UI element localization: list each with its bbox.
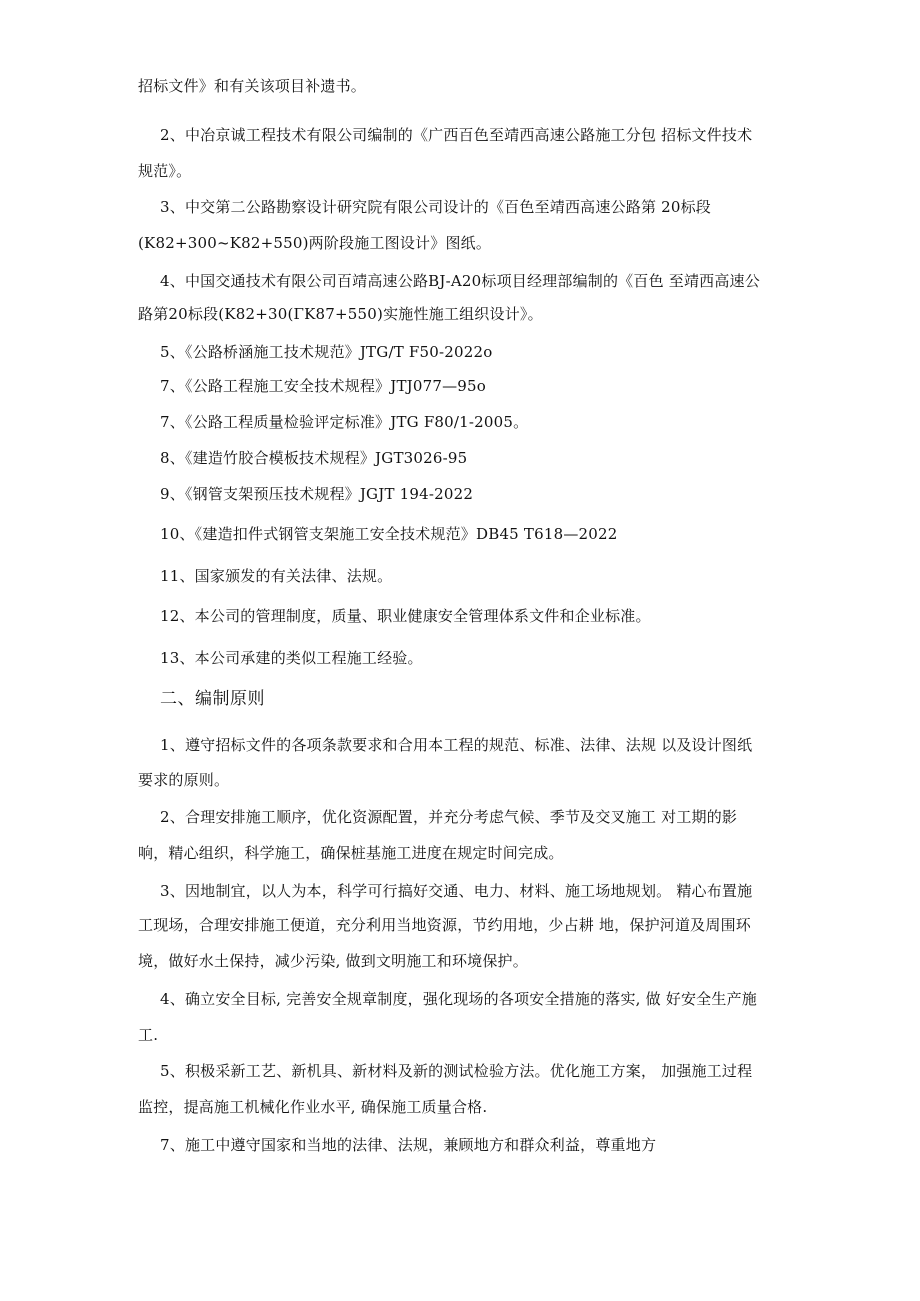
text-line: 境，做好水土保持，减少污染, 做到文明施工和环境保护。 xyxy=(138,952,528,970)
text-line: 7、施工中遵守国家和当地的法律、法规，兼顾地方和群众利益，尊重地方 xyxy=(160,1136,657,1154)
text-line: 4、确立安全目标, 完善安全规章制度，强化现场的各项安全措施的落实, 做 好安全生产施 xyxy=(160,990,757,1008)
text-line: 3、中交第二公路勘察设计研究院有限公司设计的《百色至靖西高速公路第 20标段 xyxy=(160,198,712,216)
text-line: 5、积极采新工艺、新机具、新材料及新的测试检验方法。优化施工方案， 加强施工过程 xyxy=(160,1062,753,1080)
text-line: 10、《建造扣件式钢管支架施工安全技术规范》DB45 T618—2022 xyxy=(160,525,618,543)
text-line: 招标文件》和有关该项目补遗书。 xyxy=(138,77,367,95)
text-line: 7、《公路工程质量检验评定标准》JTG F80/1-2005。 xyxy=(160,413,529,431)
section-heading: 二、编制原则 xyxy=(160,689,265,709)
text-line: 12、本公司的管理制度，质量、职业健康安全管理体系文件和企业标准。 xyxy=(160,607,651,625)
text-line: 3、因地制宜，以人为本，科学可行搞好交通、电力、材料、施工场地规划。 精心布置施 xyxy=(160,882,753,900)
text-line: 路第20标段(K82+30(ΓK87+550)实施性施工组织设计》。 xyxy=(138,305,543,323)
text-line: 2、合理安排施工顺序，优化资源配置，并充分考虑气候、季节及交叉施工 对工期的影 xyxy=(160,808,738,826)
text-line: 7、《公路工程施工安全技术规程》JTJ077—95o xyxy=(160,377,487,395)
text-line: 要求的原则。 xyxy=(138,771,230,789)
text-line: 13、本公司承建的类似工程施工经验。 xyxy=(160,649,423,667)
text-line: 规范》。 xyxy=(138,162,192,180)
text-line: 11、国家颁发的有关法律、法规。 xyxy=(160,567,393,585)
text-line: 9、《钢管支架预压技术规程》JGJT 194-2022 xyxy=(160,485,474,503)
text-line: 监控，提高施工机械化作业水平, 确保施工质量合格. xyxy=(138,1098,488,1116)
text-line: 工现场，合理安排施工便道，充分利用当地资源，节约用地，少占耕 地，保护河道及周围环 xyxy=(138,916,751,934)
text-line: 4、中国交通技术有限公司百靖高速公路BJ-A20标项目经理部编制的《百色 至靖西高速公 xyxy=(160,272,760,290)
text-line: 1、遵守招标文件的各项条款要求和合用本工程的规范、标准、法律、法规 以及设计图纸 xyxy=(160,736,753,754)
text-line: 5、《公路桥涵施工技术规范》JTG/T F50-2022o xyxy=(160,343,493,361)
text-line: 响，精心组织，科学施工，确保桩基施工进度在规定时间完成。 xyxy=(138,844,564,862)
text-line: 工. xyxy=(138,1026,159,1044)
text-line: (K82+300~K82+550)两阶段施工图设计》图纸。 xyxy=(138,234,492,252)
text-line: 2、中冶京诚工程技术有限公司编制的《广西百色至靖西高速公路施工分包 招标文件技术 xyxy=(160,126,753,144)
text-line: 8、《建造竹胶合模板技术规程》JGT3026-95 xyxy=(160,449,468,467)
